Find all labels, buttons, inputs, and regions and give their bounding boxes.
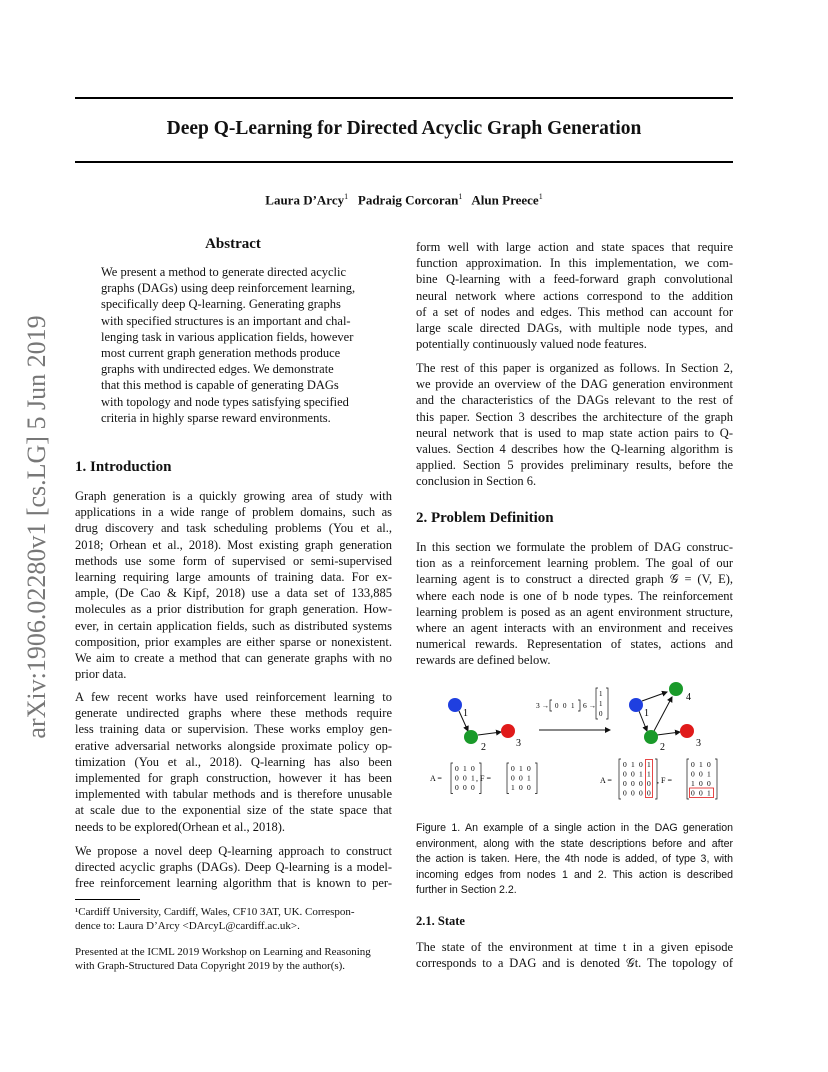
intro-paragraph-1 [75,488,392,682]
text-line: tion as a reinforcement learning problem. The goal of our [416,556,733,571]
right-paragraph-4 [416,939,733,971]
text-line: and the characteristics of the DAGs relevant to the rest of [416,393,733,408]
matrix-F-before-entry: 0 [527,764,531,773]
text-line: We propose a novel deep Q-learning approach to construct [75,844,392,858]
node-label-2: 2 [481,742,486,753]
matrix-A-before-entry: 0 [455,764,459,773]
matrix-A-before-entry: 0 [463,773,467,783]
matrix-F-before-entry: 0 [519,773,523,783]
node-4 [669,682,683,696]
matrix-F-before-entry: 0 [511,773,515,783]
text-line: incoming edges from nodes 1 and 2. This action is described [416,868,733,881]
text-line: form well with large action and state spaces that require [416,240,733,254]
node-3 [680,724,694,738]
matrix-F-after-entry: 0 [699,779,703,788]
text-line: molecules as a prior distribution for graph generation. How- [75,602,392,617]
text-line: composition, prior examples are either sparse or nonexistent. [75,634,392,649]
title-bottom-rule [75,161,733,163]
text-line: of a set of nodes and edges. This method can account for [416,304,733,319]
matrix-F-after-entry: 1 [707,788,711,798]
col-entry: 0 [599,710,603,718]
text-line: where each node is one of b node types. The reinforcement [416,588,733,603]
text-line: the action is taken. Here, the 4th node is added, of type 3, with [416,853,733,866]
text-line: function approximation. In this implementation, we com- [416,256,733,271]
text-line: environment, along with the state descriptions before and after [416,837,733,850]
matrix-A-after-entry: 1 [647,769,651,779]
text-line: implemented for graph construction, however it has been [75,771,392,786]
matrix-A-label: A = [430,774,442,783]
matrix-A-after-entry: 0 [631,769,635,779]
node-label-4: 4 [686,692,691,703]
text-line: In this section we formulate the problem of DAG construc- [416,540,733,554]
matrix-A-before-entry: 0 [463,783,467,792]
right-paragraph-2 [416,360,733,490]
matrix-A-after-entry: 0 [623,760,627,769]
matrix-A-after-entry: 0 [639,760,643,769]
matrix-F-after-entry: 1 [691,779,695,788]
text-line: A few recent works have used reinforcement learning to [75,690,392,704]
edge-2-4 [654,697,672,731]
text-line: We aim to create a method that can generate graphs with no [75,651,392,666]
author-list [75,192,733,208]
text-line: potentially continuously valued node features. [416,337,647,352]
matrix-A-after-entry: 0 [623,769,627,779]
text-line: most current graph generation methods produce [101,346,341,361]
text-line: numerical rewards. Representation of states, actions and [416,637,733,652]
text-line: where an agent interacts with an environment and receives [416,621,733,636]
text-line: less training data or supervision. These works employ gen- [75,722,392,737]
text-line: timization (You et al., 2018). Q-learning has also been [75,754,392,769]
text-line: learning agent is to construct a directed graph 𝒢 = (V, E), [416,572,733,587]
text-line: free reinforcement learning algorithm that is known to per- [75,876,392,891]
text-line: neural network that is used to map state action pairs to Q- [416,425,733,440]
matrix-A-before-entry: 0 [455,783,459,792]
col-entry: 1 [599,700,603,708]
author-name: Alun Preece [471,192,539,208]
paper-title: Deep Q-Learning for Directed Acyclic Graph Generation [166,118,642,139]
row-entry: 0 [555,702,559,710]
text-line: needs to be explored(Orhean et al., 2018). [75,819,285,834]
matrix-F-before-entry: 1 [527,773,531,783]
matrix-A-after-entry: 0 [623,779,627,788]
text-line: corresponds to a DAG and is denoted 𝒢t. The topology of [416,956,733,971]
matrix-A-after-entry: 0 [631,788,635,798]
text-line: with topology and node types satisfying specified [101,394,349,409]
author-affiliation: 1 [458,192,463,201]
abstract-text [101,264,367,426]
text-line: lenging task in various application fields, however [101,329,354,344]
section-heading-problem-definition: 2. Problem Definition [416,510,554,526]
node-label-3: 3 [696,738,701,749]
text-line: ample, (De Cao & Kipf, 2018) use a data set of 133,885 [75,586,392,601]
matrix-A-after-entry: 0 [639,779,643,788]
text-line: The state of the environment at time t in a given episode [416,940,733,954]
matrix-F-before-entry: 0 [511,764,515,773]
figure-1-caption [416,821,733,899]
matrix-F-after-entry: 0 [707,779,711,788]
state-matrices [430,759,717,799]
node-1 [448,698,462,712]
footnote-affiliation [75,905,392,933]
text-line: applications in a wide range of problem domains, such as [75,505,392,520]
text-line: drug discovery and task scheduling problems (You et al., [75,521,392,536]
right-paragraph-3 [416,539,733,669]
matrix-F-after-entry: 0 [691,769,695,779]
node-label-2: 2 [660,742,665,753]
text-line: at scale due to the exponential size of the state space that [75,803,392,818]
author-name: Padraig Corcoran [357,192,459,208]
right-paragraph-1 [416,239,733,352]
edge-1-4 [642,692,667,701]
matrix-A-after-entry: 0 [639,788,643,798]
text-line: ever, in certain application fields, such as distributed systems [75,618,392,633]
edge-2-3 [657,732,680,735]
text-line: neural network where actions correspond to the addition [416,288,733,303]
matrix-F-after-entry: 0 [691,760,695,769]
author-name: Laura D’Arcy [265,192,345,208]
text-line: Graph generation is a quickly growing area of study with [75,489,392,503]
matrix-A-after-entry: 1 [631,760,635,769]
section-heading-introduction: 1. Introduction [75,459,172,475]
matrix-F-before-entry: 1 [511,783,515,792]
footnote-rule [75,899,140,900]
text-line: specifically deep Q-learning. Generating graphs [101,297,341,312]
matrix-F-after-entry: 0 [707,760,711,769]
title-top-rule [75,97,733,99]
matrix-A-after-entry: 0 [647,779,651,788]
node-3 [501,724,515,738]
matrix-A-after-entry: 1 [639,769,643,779]
text-line: prior data. [75,667,127,682]
matrix-A-after-entry: 0 [623,788,627,798]
text-line: Figure 1. An example of a single action in the DAG generation [416,822,733,834]
text-line: further in Section 2.2. [416,884,517,897]
text-line: conclusion in Section 6. [416,474,537,489]
col-entry: 1 [599,690,603,698]
intro-paragraph-3 [75,843,392,892]
figure-1-diagram [416,680,733,810]
row-entry: 1 [571,702,575,710]
matrix-A-before-entry: 0 [471,764,475,773]
node-label-1: 1 [463,708,468,719]
text-line: with specified structures is an important and chal- [101,313,351,328]
text-line: criteria in highly sparse reward environments. [101,410,331,425]
text-line: graphs with undirected edges. We demonstrate [101,362,334,377]
node-2 [644,730,658,744]
arxiv-side-stamp: arXiv:1906.02280v1 [cs.LG] 5 Jun 2019 [22,315,51,739]
matrix-F-after-entry: 0 [691,788,695,798]
text-line: that this method is capable of generating DAGs [101,378,339,393]
node-2 [464,730,478,744]
text-line: with Graph-Structured Data Copyright 2019 by the author(s). [75,960,346,972]
matrix-F-before-entry: 0 [519,783,523,792]
action-label-3: 3 → [536,701,550,710]
text-line: this paper. Section 3 describes the architecture of the graph [416,409,733,424]
text-line: methods use some form of supervised or semi-supervised [75,553,392,568]
author-affiliation: 1 [344,192,349,201]
text-line: Presented at the ICML 2019 Workshop on Learning and Reasoning [75,946,371,958]
matrix-F-before-entry: 0 [527,783,531,792]
matrix-A-before-entry: 0 [471,783,475,792]
matrix-A-before-entry: 1 [471,773,475,783]
text-line: values. Section 4 describes how the Q-learning algorithm is [416,442,733,457]
text-line: bine Q-learning with a feed-forward graph convolutional [416,272,733,287]
row-entry: 0 [563,702,567,710]
node-label-3: 3 [516,738,521,749]
abstract-heading: Abstract [205,236,261,252]
text-line: applied. Section 5 provides preliminary results, before the [416,458,733,473]
workshop-note [75,945,392,973]
matrix-F-before-entry: 1 [519,764,523,773]
text-line: learning requiring large amounts of training data. For ex- [75,570,392,585]
matrix-A-after-entry: 0 [647,788,651,798]
text-line: learning problem is posed as an agent environment structure, [416,604,733,619]
matrix-F-label: , F = [657,776,672,785]
matrix-F-after-entry: 1 [699,760,703,769]
author-affiliation: 1 [538,192,543,201]
edge-2-3 [478,732,501,735]
text-line: erative adversarial networks alongside proximate policy op- [75,738,392,753]
node-label-1: 1 [644,708,649,719]
text-line: implemented with tabular methods and is therefore unusable [75,787,392,802]
text-line: generate undirected graphs where these methods require [75,706,392,721]
text-line: we provide an overview of the DAG generation environment [416,377,733,392]
text-line: graphs (DAGs) using deep reinforcement learning, [101,281,356,296]
matrix-F-label: , F = [476,774,491,783]
text-line: dence to: Laura D’Arcy <DArcyL@cardiff.ac.uk>. [75,920,300,932]
matrix-A-after-entry: 0 [631,779,635,788]
action-label-6: 6 → [583,701,597,710]
text-line: ¹Cardiff University, Cardiff, Wales, CF10 3AT, UK. Correspon- [75,906,355,918]
matrix-F-after-entry: 1 [707,769,711,779]
text-line: large scale directed DAGs, with multiple node types, and [416,321,733,336]
matrix-A-before-entry: 0 [455,773,459,783]
matrix-A-after-entry: 1 [647,760,651,769]
subsection-heading-state: 2.1. State [416,914,465,928]
matrix-A-before-entry: 1 [463,764,467,773]
intro-paragraph-2 [75,689,392,835]
node-1 [629,698,643,712]
text-line: directed acyclic graphs (DAGs). Deep Q-learning is a model- [75,860,392,875]
text-line: The rest of this paper is organized as follows. In Section 2, [416,361,733,375]
matrix-F-after-entry: 0 [699,769,703,779]
text-line: 2018; Orhean et al., 2018). Most existing graph generation [75,537,392,552]
matrix-A-label: A = [600,776,612,785]
text-line: We present a method to generate directed acyclic [101,265,347,279]
text-line: rewards are defined below. [416,653,551,668]
matrix-F-after-entry: 0 [699,788,703,798]
